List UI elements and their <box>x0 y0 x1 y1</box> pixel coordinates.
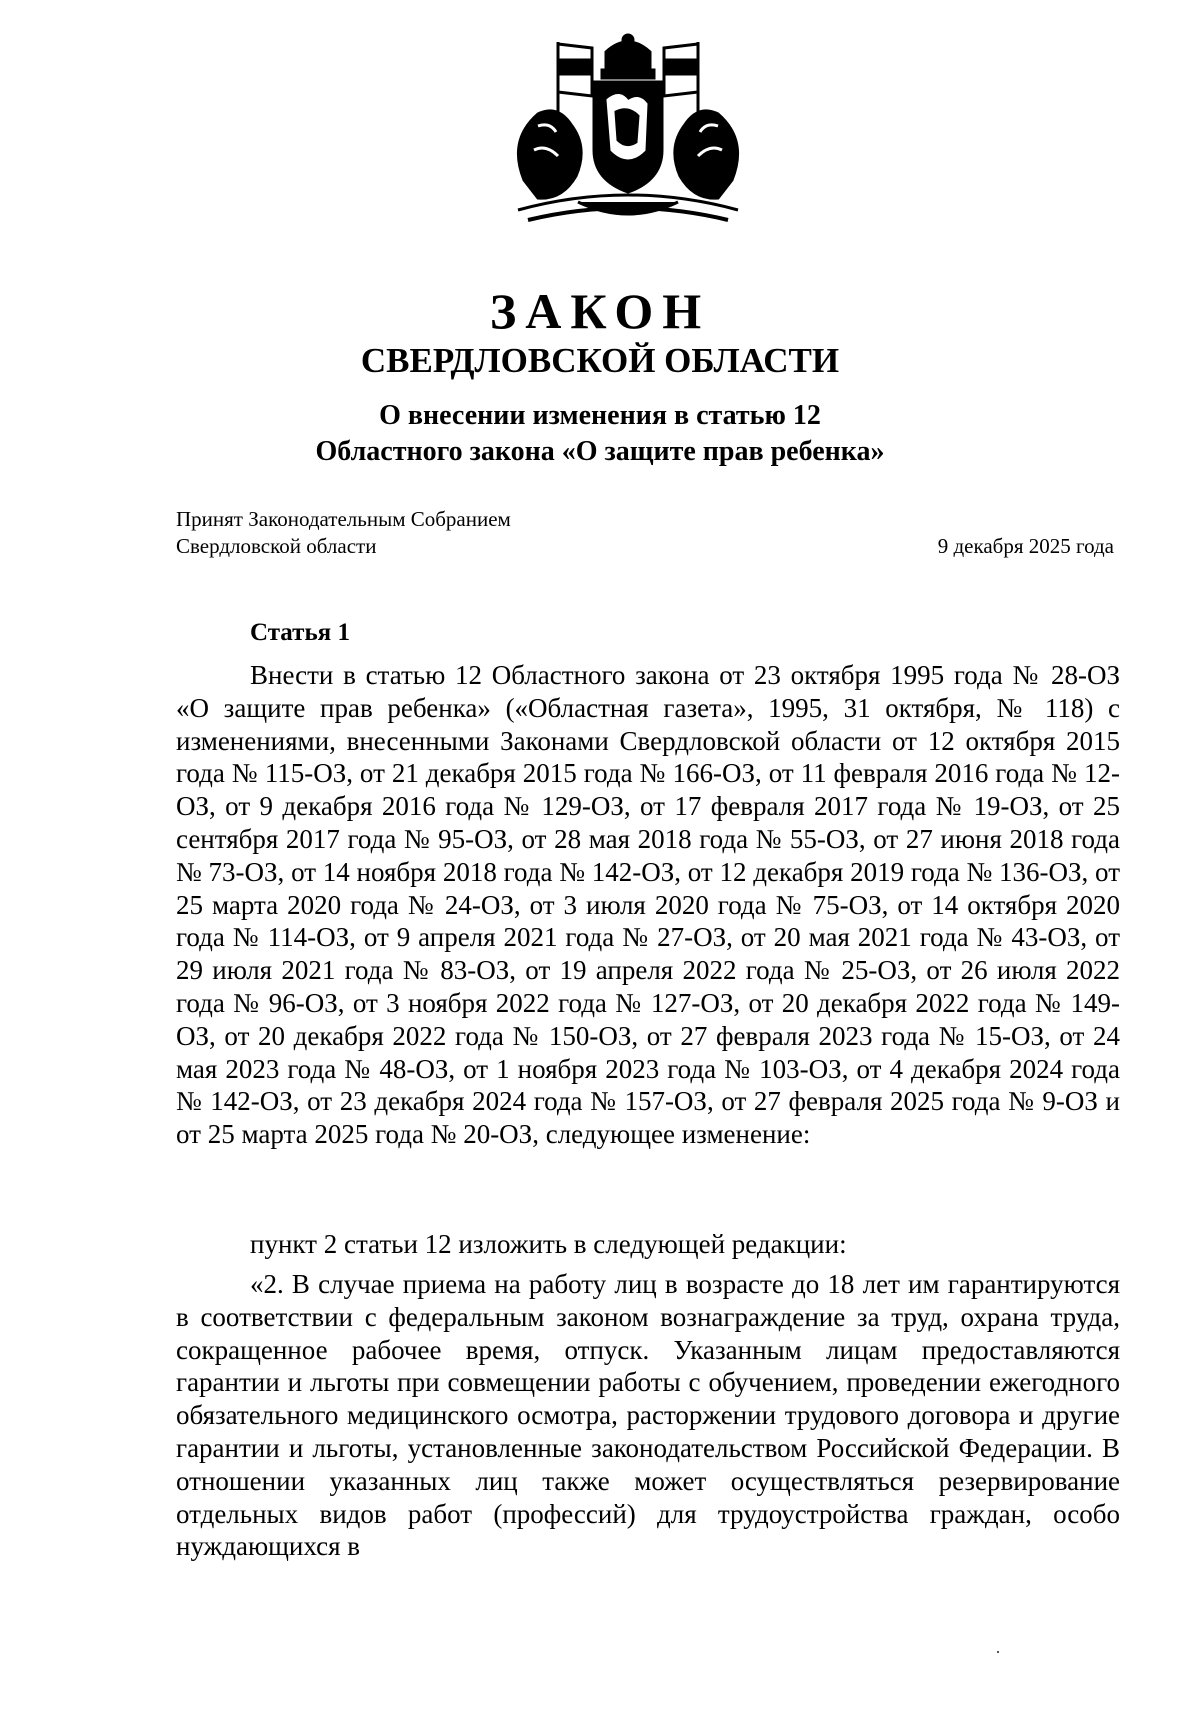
article-heading: Статья 1 <box>250 619 350 646</box>
law-subject <box>0 398 1200 470</box>
article-paragraph-3: «2. В случае приема на работу лиц в возрасте до 18 лет им гарантируются в соответствии с федеральным законом вознаграждение за труд, охрана труда, сокращенное рабочее время, отпуск. Указанным лицам предоставляются гарантии и льготы при совмещении работы с обучением, проведении ежегодного обязательного медицинского осмотра, расторжении трудового договора и другие гарантии и льготы, установленные законодательством Российской Федерации. В отношении указанных лиц также может осуществляться резервирование отдельных видов работ (профессий) для трудоустройства граждан, особо нуждающихся в <box>176 1269 1120 1562</box>
article-paragraph-1: Внести в статью 12 Областного закона от 23 октября 1995 года № 28-ОЗ «О защите прав ребенка» («Областная газета», 1995, 31 октября, № 118) с изменениями, внесенными Законами Свердловской области от 12 октября 2015 года № 115-ОЗ, от 21 декабря 2015 года № 166-ОЗ, от 11 февраля 2016 года № 12-ОЗ, от 9 декабря 2016 года № 129-ОЗ, от 17 февраля 2017 года № 19-ОЗ, от 25 сентября 2017 года № 95-ОЗ, от 28 мая 2018 года № 55-ОЗ, от 27 июня 2018 года № 73-ОЗ, от 14 ноября 2018 года № 142-ОЗ, от 12 декабря 2019 года № 136-ОЗ, от 25 марта 2020 года № 24-ОЗ, от 3 июля 2020 года № 75-ОЗ, от 14 октября 2020 года № 114-ОЗ, от 9 апреля 2021 года № 27-ОЗ, от 20 мая 2021 года № 43-ОЗ, от 29 июля 2021 года № 83-ОЗ, от 19 апреля 2022 года № 25-ОЗ, от 26 июля 2022 года № 96-ОЗ, от 3 ноября 2022 года № 127-ОЗ, от 20 декабря 2022 года № 149-ОЗ, от 20 декабря 2022 года № 150-ОЗ, от 27 февраля 2023 года № 15-ОЗ, от 24 мая 2023 года № 48-ОЗ, от 1 ноября 2023 года № 103-ОЗ, от 4 декабря 2024 года № 142-ОЗ, от 23 декабря 2024 года № 157-ОЗ, от 27 февраля 2025 года № 9-ОЗ и от 25 марта 2025 года № 20-ОЗ, следующее изменение: <box>176 660 1120 1150</box>
adoption-authority <box>176 506 511 560</box>
adoption-date: 9 декабря 2025 года <box>937 534 1114 558</box>
region-title: СВЕРДЛОВСКОЙ ОБЛАСТИ <box>360 341 840 380</box>
adoption-line-1: Принят Законодательным Собранием <box>176 507 511 531</box>
document-type-title: ЗАКОН <box>489 283 711 339</box>
scan-artifact <box>997 1651 999 1653</box>
law-subject-line-2: Областного закона «О защите прав ребенка» <box>315 436 885 467</box>
adoption-line-2: Свердловской области <box>176 534 377 558</box>
law-subject-line-1: О внесении изменения в статью 12 <box>379 400 821 431</box>
article-paragraph-2: пункт 2 статьи 12 изложить в следующей редакции: <box>250 1229 847 1259</box>
coat-of-arms-icon <box>498 30 758 232</box>
